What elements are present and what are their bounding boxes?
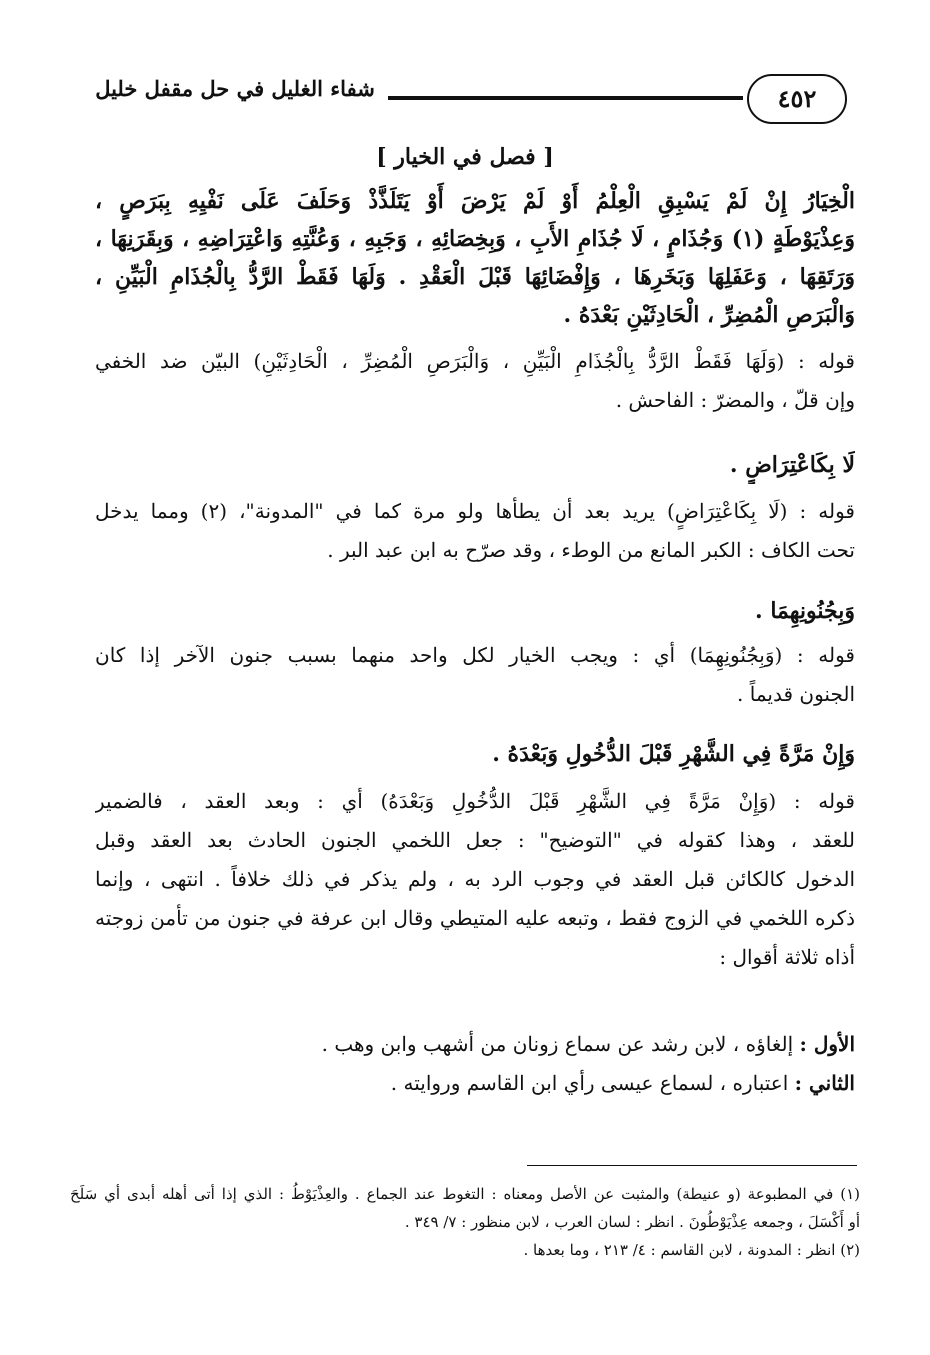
matn-line: الْخِيَارُ إِنْ لَمْ يَسْبِقِ الْعِلْمُ أَوْ لَمْ يَرْضَ أَوْ يَتَلَذَّذْ وَحَلَفَ عَلَى نَفْيِهِ بِبَرَصٍ ، (95, 188, 855, 214)
saying-first (95, 1025, 855, 1064)
commentary-line: قوله : (لَا بِكَاعْتِرَاضٍ) يريد بعد أن يطأها ولو مرة كما في "المدونة"، (٢) ومما يدخل (95, 499, 855, 523)
commentary-line: الجنون قديماً . (737, 682, 855, 706)
matn-line: وَعِذْيَوْطَةٍ (١) وَجُذَامٍ ، لَا جُذَامِ الأَبِ ، وَبِخِصَائِهِ ، وَجَبِهِ ، وَعُنَّتِهِ وَاعْتِرَاضِهِ ، وَبِقَرَنِهَا ، (95, 226, 855, 252)
commentary-line: قوله : (وَإِنْ مَرَّةً فِي الشَّهْرِ قَبْلَ الدُّخُولِ وَبَعْدَهُ) أي : وبعد العقد ، فالضمير (95, 789, 855, 813)
footnotes (70, 1180, 860, 1264)
footnote-separator (527, 1165, 857, 1166)
matn-line: وَرَتَقِهَا ، وَعَفَلِهَا وَبَخَرِهَا ، وَإِفْضَائِهَا قَبْلَ الْعَقْدِ . وَلَهَا فَقَطْ الرَّدُّ بِالْجُذَامِ الْبَيِّنِ ، (95, 264, 855, 290)
matn-3 (95, 592, 855, 630)
section-heading: [ فصل في الخيار ] (376, 144, 554, 170)
commentary-line: أذاه ثلاثة أقوال : (719, 945, 855, 969)
footnote-line: أو أَكْسَلَ ، وجمعه عِذْيَوْطُونَ . انظر : لسان العرب ، لابن منظور : ٧/ ٣٤٩ . (404, 1213, 860, 1231)
matn-line: وَبِجُنُونِهِمَا . (755, 598, 855, 624)
commentary-line: للعقد ، وهذا كقوله في "التوضيح" : جعل اللخمي الجنون الحادث بعد العقد وقبل (95, 828, 855, 852)
commentary-line: تحت الكاف : الكبر المانع من الوطء ، وقد صرّح به ابن عبد البر . (327, 538, 855, 562)
page-header (90, 70, 855, 130)
saying-label: الأول : (799, 1032, 855, 1056)
footnote-line: (٢) انظر : المدونة ، لابن القاسم : ٤/ ٢١٣ ، وما بعدها . (523, 1241, 860, 1259)
sayings-list (95, 1025, 855, 1103)
commentary-line: ذكره اللخمي في الزوج فقط ، وتبعه عليه المتيطي وقال ابن عرفة في جنون من تأمن زوجته (95, 906, 855, 930)
header-rule (388, 96, 743, 100)
commentary-2 (95, 492, 855, 570)
saying-second (95, 1064, 855, 1103)
matn-line: وَالْبَرَصِ الْمُضِرِّ ، الْحَادِثَيْنِ بَعْدَهُ . (563, 302, 855, 328)
commentary-3 (95, 636, 855, 714)
commentary-line: قوله : (وَلَهَا فَقَطْ الرَّدُّ بِالْجُذَامِ الْبَيِّنِ ، وَالْبَرَصِ الْمُضِرِّ ، الْحَادِثَيْنِ) البيّن ضد الخفي (95, 349, 855, 373)
commentary-1 (95, 342, 855, 420)
saying-text: إلغاؤه ، لابن رشد عن سماع زونان من أشهب وابن وهب . (321, 1032, 794, 1056)
commentary-4 (95, 782, 855, 977)
commentary-line: الدخول كالكائن قبل العقد في وجوب الرد به ، ولم يذكر في ذلك خلافاً . انتهى ، وإنما (95, 867, 855, 891)
running-title: شفاء الغليل في حل مقفل خليل (95, 76, 375, 101)
commentary-line: قوله : (وَبِجُنُونِهِمَا) أي : ويجب الخيار لكل واحد منهما بسبب جنون الآخر إذا كان (95, 643, 855, 667)
matn-line: وَإِنْ مَرَّةً فِي الشَّهْرِ قَبْلَ الدُّخُولِ وَبَعْدَهُ . (492, 741, 855, 767)
matn-2 (95, 446, 855, 484)
saying-text: اعتباره ، لسماع عيسى رأي ابن القاسم وروايته . (390, 1071, 789, 1095)
saying-label: الثاني : (794, 1071, 855, 1095)
matn-main (95, 182, 855, 334)
matn-4 (95, 735, 855, 773)
page-number: ٤٥٢ (747, 74, 847, 124)
commentary-line: وإن قلّ ، والمضرّ : الفاحش . (615, 388, 855, 412)
footnote-line: (١) في المطبوعة (و عنيطة) والمثبت عن الأصل ومعناه : التغوط عند الجماع . والعِذْيَوْطُ : الذي إذا أتى أهله أبدى أي سَلَحَ (70, 1185, 860, 1203)
matn-line: لَا بِكَاعْتِرَاضٍ . (729, 452, 855, 478)
